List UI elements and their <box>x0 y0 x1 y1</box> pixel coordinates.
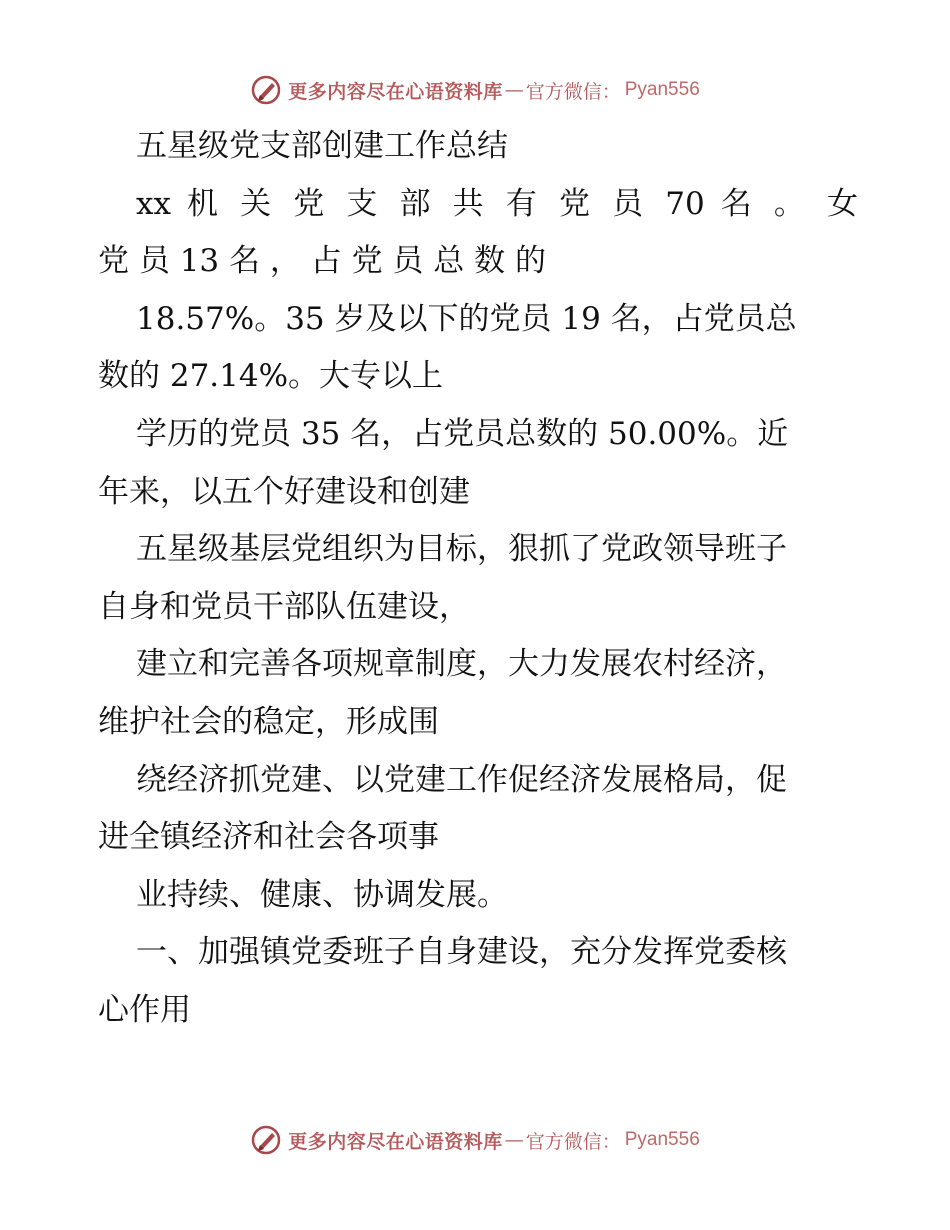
document-body <box>98 118 858 1040</box>
paragraph-line: 五星级基层党组织为目标，狠抓了党政领导班子 <box>136 531 787 568</box>
watermark-text: 更多内容尽在心语资料库 <box>288 80 503 103</box>
watermark-wechat-label: 官方微信： <box>525 1130 621 1153</box>
paragraph-line: 建立和完善各项规章制度，大力发展农村经济， <box>136 646 787 683</box>
paragraph-line: 年来，以五个好建设和创建 <box>98 473 470 510</box>
pen-seal-icon <box>250 1124 282 1156</box>
watermark-wechat-label: 官方微信： <box>525 80 621 103</box>
section-heading-line: 一、加强镇党委班子自身建设，充分发挥党委核 <box>136 934 787 971</box>
paragraph-line: 绕经济抓党建、以党建工作促经济发展格局，促 <box>136 761 787 798</box>
watermark-banner-top <box>0 70 950 110</box>
paragraph-line: 数的 27.14%。大专以上 <box>98 358 444 395</box>
pen-seal-icon <box>250 74 282 106</box>
watermark-separator: — <box>504 1129 524 1151</box>
watermark-text: 更多内容尽在心语资料库 <box>288 1130 503 1153</box>
watermark-banner-bottom <box>0 1120 950 1160</box>
paragraph-line: 18.57%。35 岁及以下的党员 19 名，占党员总 <box>136 300 797 337</box>
paragraph-line: 学历的党员 35 名，占党员总数的 50.00%。近 <box>136 415 789 452</box>
section-heading-line: 心作用 <box>98 991 191 1028</box>
paragraph-line: 党 员 13 名 ， 占 党 员 总 数 的 <box>98 243 546 280</box>
paragraph-line: 维护社会的稳定，形成围 <box>98 703 439 740</box>
paragraph-line: 业持续、健康、协调发展。 <box>136 876 508 913</box>
watermark-wechat-id: Pyan556 <box>624 79 700 100</box>
paragraph-line: 自身和党员干部队伍建设， <box>98 588 470 625</box>
paragraph-line: 进全镇经济和社会各项事 <box>98 819 439 856</box>
document-title: 五星级党支部创建工作总结 <box>136 128 508 164</box>
watermark-wechat-id: Pyan556 <box>624 1129 700 1150</box>
paragraph-line: xx 机 关 党 支 部 共 有 党 员 70 名 。 女 <box>136 185 858 222</box>
watermark-separator: — <box>504 79 524 101</box>
